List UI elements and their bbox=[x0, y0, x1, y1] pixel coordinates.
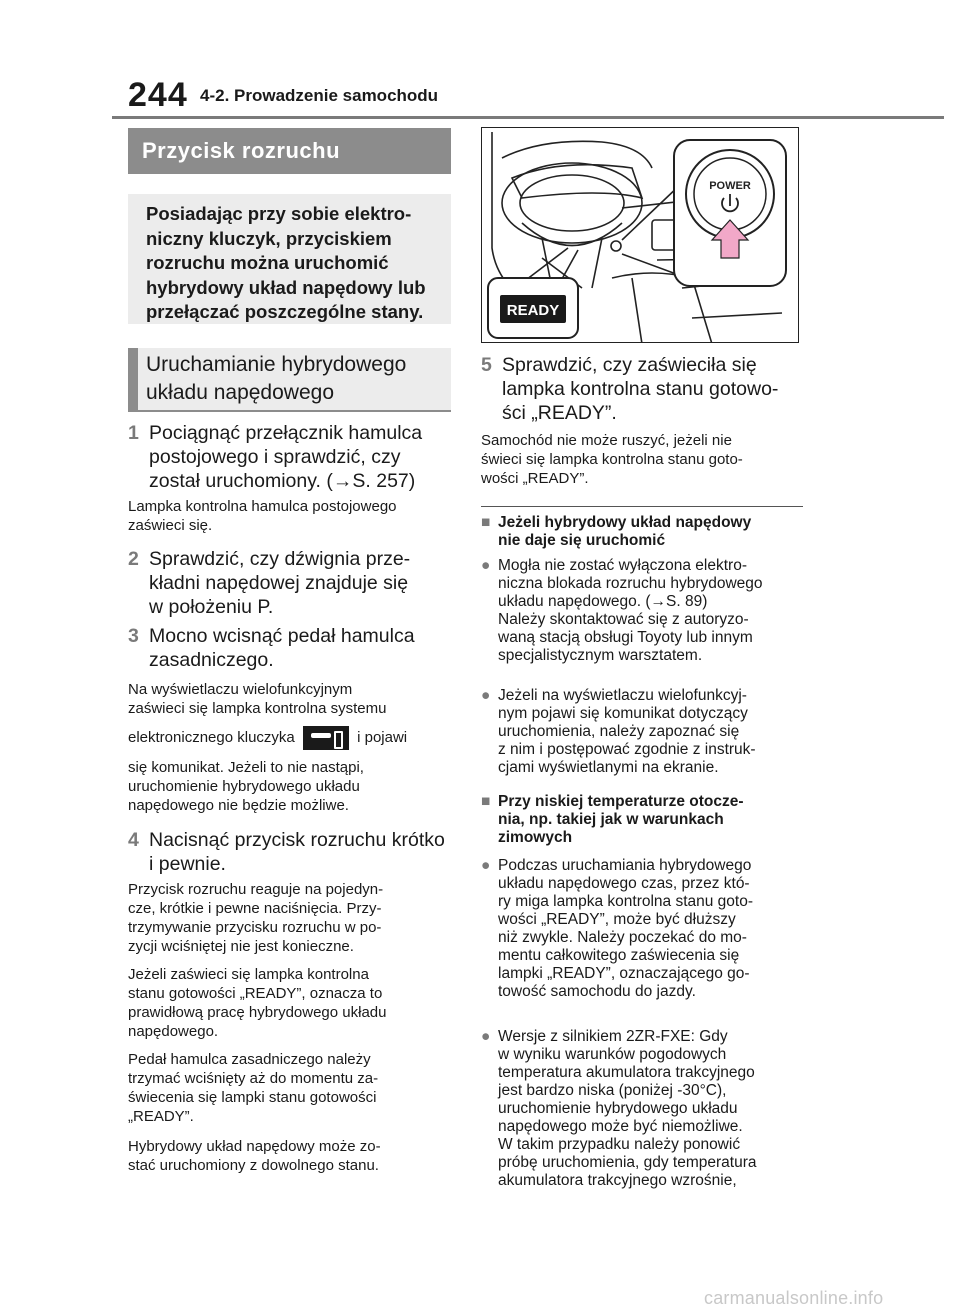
square-bullet-icon: ■ bbox=[481, 793, 491, 810]
note-step-4b: Jeżeli zaświeci się lampka kontrolna stanu gotowości „READY”, oznacza to prawidłową pracę hybrydowego układu napędowego. bbox=[128, 966, 387, 1040]
info-bullet-1: ● Mogła nie zostać wyłączona elektro- niczna blokada rozruchu hybrydowego układu napędowego. (→S. 89) Należy skontaktować się z autoryzo- waną stacją obsługi Toyoty lub innym specjalistycznym warsztatem. bbox=[481, 557, 763, 664]
info-bullet-4: ● Wersje z silnikiem 2ZR-FXE: Gdy w wyniku warunków pogodowych temperatura akumulatora trakcyjnego jest bardzo niska (poniżej -30°C), uruchomienie hybrydowego układu napędowego może być niemożliwe. W takim przypadku należy ponowić próbę uruchomienia, gdy temperatura akumulatora trakcyjnego wzrośnie, bbox=[481, 1028, 757, 1189]
step-4 bbox=[128, 828, 458, 876]
dot-bullet-icon: ● bbox=[481, 1028, 491, 1045]
step-text: Sprawdzić, czy dźwignia prze- kładni napędowej znajduje się w położeniu P. bbox=[149, 548, 411, 618]
header-rule bbox=[112, 116, 944, 119]
dot-bullet-icon: ● bbox=[481, 687, 491, 704]
sub-heading: Uruchamianie hybrydowego układu napędowego bbox=[128, 348, 451, 410]
note-step-3a: Na wyświetlaczu wielofunkcyjnym zaświeci się lampka kontrolna systemu bbox=[128, 681, 387, 717]
power-label: POWER bbox=[709, 180, 751, 192]
banner-title: Przycisk rozruchu bbox=[128, 128, 451, 174]
step-2 bbox=[128, 547, 458, 619]
ready-label: READY bbox=[506, 302, 560, 319]
info-bullet-2: ● Jeżeli na wyświetlaczu wielofunkcyj- nym pojawi się komunikat dotyczący uruchomienia, należy zapoznać się z nim i postępować zgodnie z instruk- cjami wyświetlanymi na ekranie. bbox=[481, 687, 756, 776]
step-number: 5 bbox=[481, 354, 492, 376]
illustration-dashboard bbox=[481, 127, 799, 343]
info-heading-2: ■ Przy niskiej temperaturze otocze- nia, np. takiej jak w warunkach zimowych bbox=[481, 793, 744, 846]
step-5 bbox=[481, 353, 811, 425]
note-step-4a: Przycisk rozruchu reaguje na pojedyn- cze, krótkie i pewne naciśnięcia. Przy- trzymywanie przycisku rozruchu w po- zycji wciśniętej nie jest konieczne. bbox=[128, 881, 384, 955]
step-number: 1 bbox=[128, 422, 139, 444]
step-number: 2 bbox=[128, 548, 139, 570]
intro-box: Posiadając przy sobie elektro- niczny kluczyk, przyciskiem rozruchu można uruchomić hybrydowy układ napędowy lub przełączać poszczególne stany. bbox=[128, 194, 451, 324]
dot-bullet-icon: ● bbox=[481, 557, 491, 574]
note-step-3b bbox=[128, 725, 458, 751]
note-step-4d: Hybrydowy układ napędowy może zo- stać uruchomiony z dowolnego stanu. bbox=[128, 1138, 381, 1174]
info-bullet-3: ● Podczas uruchamiania hybrydowego układu napędowego czas, przez któ- ry miga lampka kontrolna stanu goto- wości „READY”, może być dłuższy niż zwykle. Należy poczekać do mo- mentu całkowitego zaświecenia się lampki „READY”, oznaczającego go- towość samochodu do jazdy. bbox=[481, 857, 754, 1000]
step-text: Pociągnąć przełącznik hamulca postojowego i sprawdzić, czy został uruchomiony. (→S. 257) bbox=[149, 422, 423, 492]
note-step-5: Samochód nie może ruszyć, jeżeli nie świeci się lampka kontrolna stanu goto- wości „READY”. bbox=[481, 432, 743, 487]
step-text: Mocno wcisnąć pedał hamulca zasadniczego. bbox=[149, 625, 415, 671]
step-3 bbox=[128, 624, 458, 672]
note-step-3c: się komunikat. Jeżeli to nie nastąpi, uruchomienie hybrydowego układu napędowego nie będzie możliwe. bbox=[128, 759, 364, 814]
dot-bullet-icon: ● bbox=[481, 857, 491, 874]
note-step-1: Lampka kontrolna hamulca postojowego zaświeci się. bbox=[128, 498, 397, 534]
step-1 bbox=[128, 421, 458, 493]
electronic-key-indicator-icon bbox=[303, 726, 349, 750]
step-text: Nacisnąć przycisk rozruchu krótko i pewnie. bbox=[149, 829, 445, 875]
info-heading-1: ■ Jeżeli hybrydowy układ napędowy nie daje się uruchomić bbox=[481, 514, 752, 549]
column-rule bbox=[481, 506, 803, 507]
note-text: elektronicznego kluczyka bbox=[128, 729, 295, 746]
step-number: 3 bbox=[128, 625, 139, 647]
watermark: carmanualsonline.info bbox=[704, 1288, 884, 1308]
step-text: Sprawdzić, czy zaświeciła się lampka kontrolna stanu gotowo- ści „READY”. bbox=[502, 354, 779, 424]
section-title: 4-2. Prowadzenie samochodu bbox=[200, 86, 439, 105]
page-number: 244 bbox=[128, 76, 188, 114]
note-text: i pojawi bbox=[357, 729, 408, 746]
dashboard-drawing bbox=[482, 128, 799, 343]
sub-heading-rule bbox=[128, 410, 451, 412]
square-bullet-icon: ■ bbox=[481, 514, 491, 531]
step-number: 4 bbox=[128, 829, 139, 851]
note-step-4c: Pedał hamulca zasadniczego należy trzymać wciśnięty aż do momentu za- świecenia się lampki stanu gotowości „READY”. bbox=[128, 1051, 379, 1125]
